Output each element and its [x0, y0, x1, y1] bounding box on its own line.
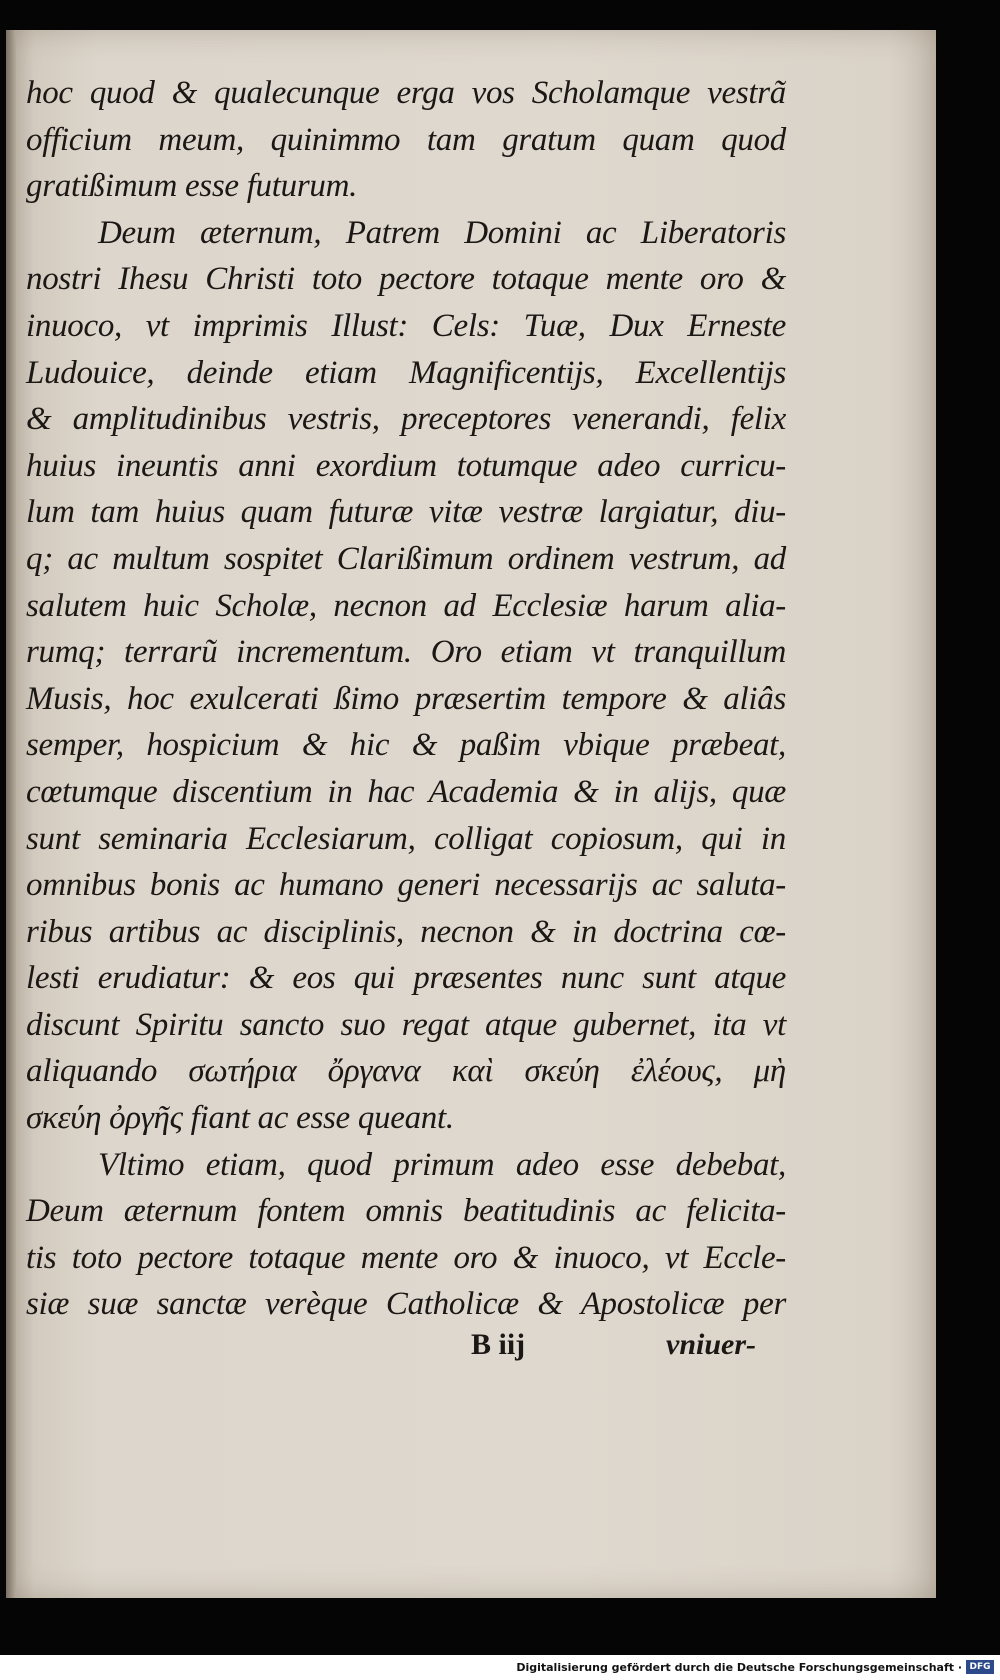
text-line: σκεύη ὀργῆς fiant ac esse queant.: [26, 1100, 454, 1137]
catchword: vniuer-: [666, 1328, 756, 1361]
text-line: gratißimum esse futurum.: [26, 168, 358, 205]
funding-credit: Digitalisierung gefördert durch die Deutsche Forschungsgemeinschaft ·: [516, 1661, 962, 1674]
text-line: siæ suæ sanctæ verèque Catholicæ & Apostolicæ per: [26, 1286, 786, 1323]
text-line: tis toto pectore totaque mente oro & inuoco, vt Eccle-: [26, 1239, 786, 1276]
page-text-block: [26, 70, 786, 1328]
text-line: Musis, hoc exulcerati ßimo præsertim tempore & aliâs: [26, 680, 786, 717]
text-line: huius ineuntis anni exordium totumque adeo curricu-: [26, 447, 786, 484]
text-line: salutem huic Scholæ, necnon ad Ecclesiæ harum alia-: [26, 587, 786, 624]
text-line: Deum æternum fontem omnis beatitudinis ac felicita-: [26, 1193, 786, 1230]
text-line: inuoco, vt imprimis Illust: Cels: Tuæ, Dux Erneste: [26, 307, 786, 344]
text-line: omnibus bonis ac humano generi necessarijs ac saluta-: [26, 867, 786, 904]
text-line: rumq; terrarũ incrementum. Oro etiam vt tranquillum: [26, 634, 786, 671]
text-line: Deum æternum, Patrem Domini ac Liberatoris: [98, 214, 786, 251]
signature-mark: B iij: [471, 1328, 526, 1361]
page-gutter-edge: [6, 30, 16, 1598]
text-line: cœtumque discentium in hac Academia & in alijs, quæ: [26, 773, 786, 810]
text-line: semper, hospicium & hic & paßim vbique præbeat,: [26, 727, 786, 764]
text-line: Vltimo etiam, quod primum adeo esse debebat,: [98, 1146, 786, 1183]
text-line: Ludouice, deinde etiam Magnificentijs, Excellentijs: [26, 354, 786, 391]
text-line: nostri Ihesu Christi toto pectore totaque mente oro &: [26, 261, 786, 298]
text-line: discunt Spiritu sancto suo regat atque gubernet, ita vt: [26, 1006, 786, 1043]
digitization-footer: [0, 1655, 1000, 1680]
text-line: aliquando σωτήρια ὄργανα καὶ σκεύη ἐλέους, μὴ: [26, 1053, 786, 1090]
text-line: officium meum, quinimmo tam gratum quam quod: [26, 121, 786, 158]
text-line: & amplitudinibus vestris, preceptores venerandi, felix: [26, 401, 786, 438]
text-line: lum tam huius quam futuræ vitæ vestræ largiatur, diu-: [26, 494, 786, 531]
text-line: hoc quod & qualecunque erga vos Scholamque vestrã: [26, 75, 786, 111]
text-line: sunt seminaria Ecclesiarum, colligat copiosum, qui in: [26, 820, 786, 857]
text-line: q; ac multum sospitet Clarißimum ordinem vestrum, ad: [26, 540, 786, 577]
signature-line: [26, 1328, 786, 1378]
dfg-logo-icon: DFG: [966, 1660, 994, 1674]
text-line: ribus artibus ac disciplinis, necnon & in doctrina cœ-: [26, 913, 786, 950]
text-line: lesti erudiatur: & eos qui præsentes nunc sunt atque: [26, 960, 786, 997]
